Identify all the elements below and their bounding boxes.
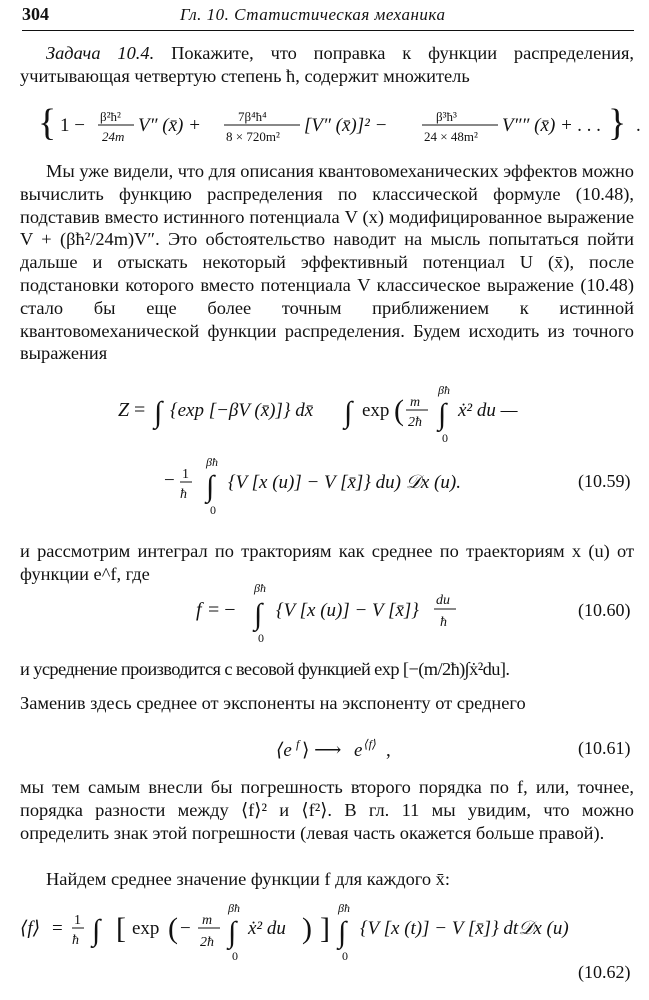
svg-text:(: ( (168, 912, 178, 945)
svg-text:[V″ (x̄)]² −: [V″ (x̄)]² − (304, 115, 388, 136)
svg-text:βħ: βħ (254, 581, 266, 595)
svg-text:β³ħ³: β³ħ³ (436, 109, 457, 124)
equation-number-10-60: (10.60) (578, 600, 631, 620)
svg-text:{V [x (u)] − V [x̄]}: {V [x (u)] − V [x̄]} (276, 600, 419, 621)
equation-10-62 (20, 900, 620, 967)
svg-text:∫: ∫ (206, 470, 215, 503)
svg-text:): ) (302, 912, 312, 945)
running-title: Гл. 10. Статистическая механика (180, 5, 446, 24)
page-number: 304 (22, 4, 49, 24)
page-header (22, 4, 634, 31)
problem-label: Задача 10.4. (46, 43, 155, 63)
equation-number-10-62: (10.62) (578, 962, 631, 982)
svg-text:ẋ² du —: ẋ² du — (458, 400, 518, 421)
svg-text:1 −: 1 − (60, 115, 85, 136)
svg-text:exp: exp (132, 918, 160, 939)
svg-text:24 × 48m²: 24 × 48m² (424, 129, 478, 144)
svg-text:0: 0 (258, 631, 264, 645)
svg-text:m: m (410, 395, 421, 410)
problem-text: Покажите, что поправка к функции распределения, учитывающая четвертую степень ħ, содержит множитель (20, 43, 635, 86)
svg-text:0: 0 (442, 431, 448, 445)
svg-text:[: [ (116, 912, 126, 945)
equation-10-59-line2 (164, 456, 504, 525)
svg-text:8 × 720m²: 8 × 720m² (226, 129, 280, 144)
svg-text:Z: Z (118, 399, 130, 421)
svg-text:]: ] (320, 912, 330, 945)
svg-text:m: m (202, 913, 213, 928)
svg-text:1: 1 (182, 467, 189, 482)
svg-text:βħ: βħ (438, 383, 450, 397)
svg-text:2ħ: 2ħ (408, 415, 422, 430)
svg-text:βħ: βħ (206, 455, 218, 469)
svg-text:.: . (636, 115, 641, 136)
svg-text:0: 0 (342, 949, 348, 963)
svg-text:24m: 24m (102, 129, 125, 144)
svg-text:⟩ ⟶: ⟩ ⟶ (302, 740, 342, 761)
svg-text:∫: ∫ (228, 916, 237, 949)
equation-10-61 (276, 736, 416, 771)
svg-text:0: 0 (210, 503, 216, 517)
svg-text:−: − (180, 918, 191, 939)
equation-10-59-line1 (118, 384, 538, 451)
svg-text:e: e (354, 740, 363, 761)
svg-text:{exp [−βV (x̄)]} dx̄: {exp [−βV (x̄)]} dx̄ (170, 400, 314, 421)
svg-text:{: { (38, 102, 57, 144)
svg-text:ħ: ħ (440, 615, 447, 630)
equation-number-10-61: (10.61) (578, 738, 631, 758)
svg-text:∫: ∫ (154, 396, 163, 429)
svg-text:=: = (52, 918, 63, 939)
equation-10-60 (196, 580, 496, 651)
svg-text:0: 0 (232, 949, 238, 963)
svg-text:2ħ: 2ħ (200, 935, 214, 950)
svg-text:du: du (436, 593, 450, 608)
svg-text:V″ (x̄) +: V″ (x̄) + (138, 115, 201, 136)
paragraph-average: Найдем среднее значение функции f для каждого x̄: (46, 869, 450, 889)
svg-text:∫: ∫ (438, 398, 447, 431)
svg-text:V″″ (x̄) + . . .: V″″ (x̄) + . . . (502, 115, 602, 136)
svg-text:∫: ∫ (338, 916, 347, 949)
svg-text:= −: = − (208, 599, 236, 621)
svg-text:⟨f⟩: ⟨f⟩ (20, 918, 41, 939)
svg-text:∫: ∫ (344, 396, 353, 429)
svg-text:,: , (386, 740, 391, 761)
svg-text:ħ: ħ (72, 933, 79, 948)
equation-series (38, 98, 641, 155)
paragraph-trajectory: и рассмотрим интеграл по тракториям как среднее по траекториям x (u) от функции e^f, где (20, 541, 634, 584)
svg-text:(: ( (394, 394, 404, 427)
svg-text:⟨e: ⟨e (276, 740, 292, 761)
svg-text:ħ: ħ (180, 487, 187, 502)
problem-statement (20, 42, 634, 88)
svg-text:=: = (134, 399, 146, 421)
svg-text:⟨f⟩: ⟨f⟩ (364, 737, 377, 751)
svg-text:1: 1 (74, 913, 81, 928)
equation-number-10-59: (10.59) (578, 471, 631, 491)
svg-text:7β⁴ħ⁴: 7β⁴ħ⁴ (238, 109, 267, 124)
svg-text:βħ: βħ (338, 901, 350, 915)
svg-text:f: f (296, 737, 300, 751)
paragraph-replace: Заменив здесь среднее от экспоненты на экспоненту от среднего (20, 693, 526, 713)
svg-text:exp: exp (362, 400, 390, 421)
svg-text:{V [x (t)] − V [x̄]} dt𝒟x (u): {V [x (t)] − V [x̄]} dt𝒟x (u) (360, 918, 569, 939)
svg-text:}: } (608, 102, 627, 144)
svg-text:f: f (196, 599, 202, 621)
svg-text:β²ħ²: β²ħ² (100, 109, 121, 124)
svg-text:∫: ∫ (254, 598, 263, 631)
svg-text:∫: ∫ (92, 914, 101, 947)
paragraph-main: Мы уже видели, что для описания квантовомеханических эффектов можно вычислить функцию распределения по классической формуле (10.48), подставив вместо истинного потенциала V (x) модифицированное выражение V + (βħ²/24m)V″. Это обстоятельство наводит на мысль попытаться пойти дальше и отыскать некоторый эффективный потенциал U (x̄), после подстановки которого вместо потенциала V классическое выражение (10.48) стало бы еще более точным приближением к истинной квантовомеханической функции распределения. Будем исходить из точного выражения (20, 161, 634, 364)
paragraph-error: мы тем самым внесли бы погрешность второго порядка по f, или, точнее, порядка разности между ⟨f⟩² и ⟨f²⟩. В гл. 11 мы увидим, что можно определить знак этой погрешности (левая часть окажется больше правой). (20, 777, 634, 843)
svg-text:ẋ² du: ẋ² du (248, 918, 286, 939)
paragraph-weight: и усреднение производится с весовой функцией exp [−(m/2ħ)∫ẋ²du]. (20, 659, 510, 679)
svg-text:{V [x (u)] − V [x̄]} du) 𝒟x (: {V [x (u)] − V [x̄]} du) 𝒟x (u). (228, 472, 461, 493)
svg-text:−: − (164, 470, 175, 491)
svg-text:βħ: βħ (228, 901, 240, 915)
